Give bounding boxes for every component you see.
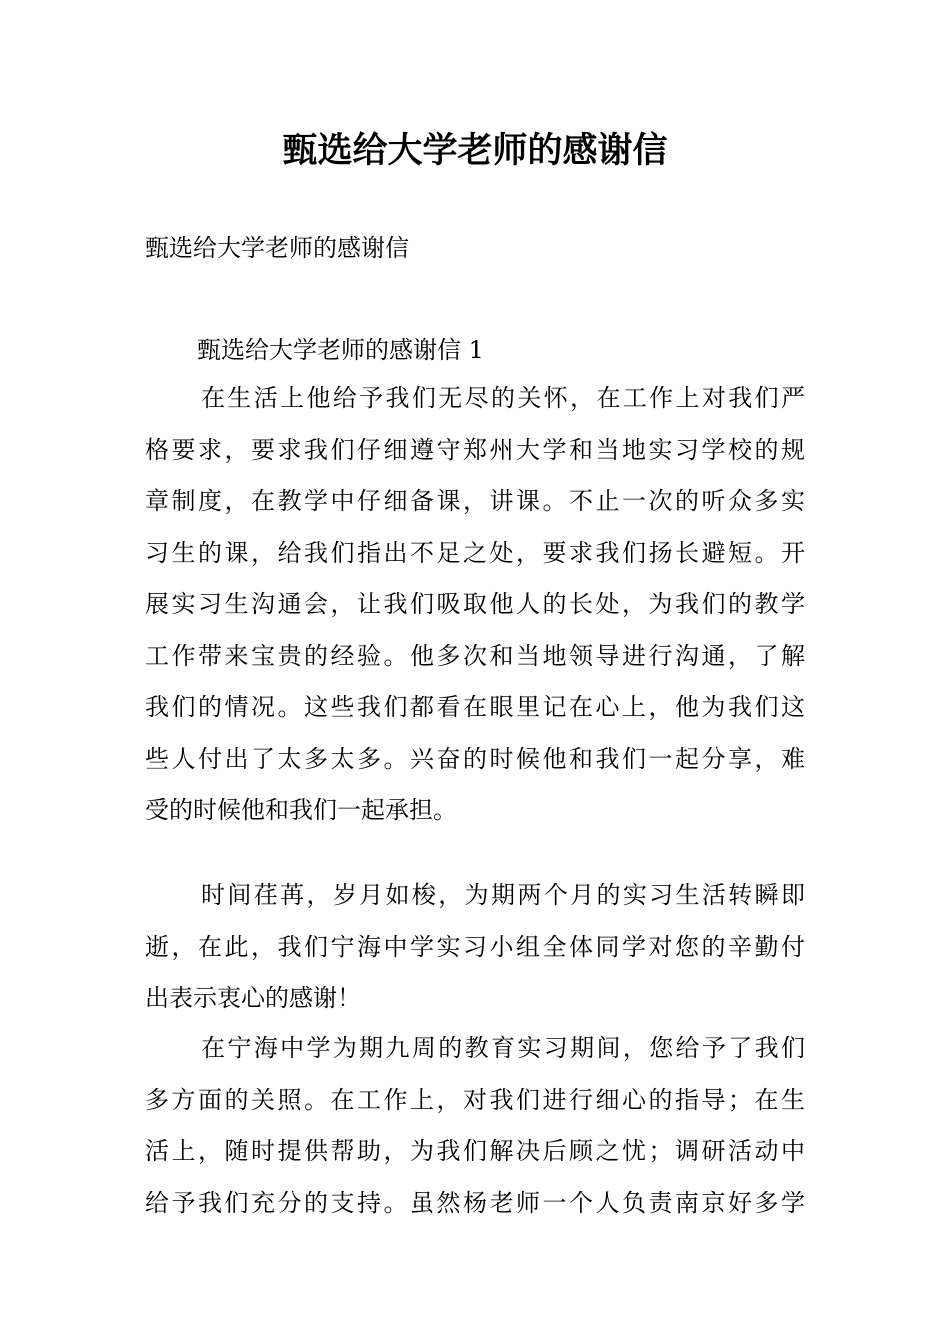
document-title: 甄选给大学老师的感谢信 [282,131,668,171]
paragraph-line: 在生活上他给予我们无尽的关怀，在工作上对我们严 [201,384,805,412]
paragraph-line: 活上，随时提供帮助，为我们解决后顾之忧；调研活动中 [145,1137,805,1165]
paragraph-line: 多方面的关照。在工作上，对我们进行细心的指导；在生 [145,1085,805,1114]
paragraph-line: 习生的课，给我们指出不足之处，要求我们扬长避短。开 [145,538,805,567]
paragraph-line: 逝，在此，我们宁海中学实习小组全体同学对您的辛勤付 [145,932,805,961]
paragraph-line: 格要求，要求我们仔细遵守郑州大学和当地实习学校的规 [145,435,805,464]
document-subtitle: 甄选给大学老师的感谢信 [145,234,409,262]
paragraph-line: 章制度，在教学中仔细备课，讲课。不止一次的听众多实 [145,487,805,515]
paragraph-3 [145,1023,805,1229]
paragraph-line: 时间荏苒，岁月如梭，为期两个月的实习生活转瞬即 [201,881,805,909]
paragraph-2 [145,870,805,1025]
paragraph-line: 受的时候他和我们一起承担。 [145,796,457,824]
paragraph-line: 些人付出了太多太多。兴奋的时候他和我们一起分享，难 [145,744,805,773]
paragraph-line: 展实习生沟通会，让我们吸取他人的长处，为我们的教学 [145,590,805,618]
paragraph-line: 在宁海中学为期九周的教育实习期间，您给予了我们 [201,1034,805,1062]
paragraph-line: 我们的情况。这些我们都看在眼里记在心上，他为我们这 [145,693,805,721]
paragraph-1 [145,373,805,837]
paragraph-line: 工作带来宝贵的经验。他多次和当地领导进行沟通，了解 [145,641,805,670]
paragraph-line: 出表示衷心的感谢！ [145,984,361,1012]
paragraph-line: 给予我们充分的支持。虽然杨老师一个人负责南京好多学 [145,1188,805,1217]
section-heading: 甄选给大学老师的感谢信 1 [197,336,484,364]
